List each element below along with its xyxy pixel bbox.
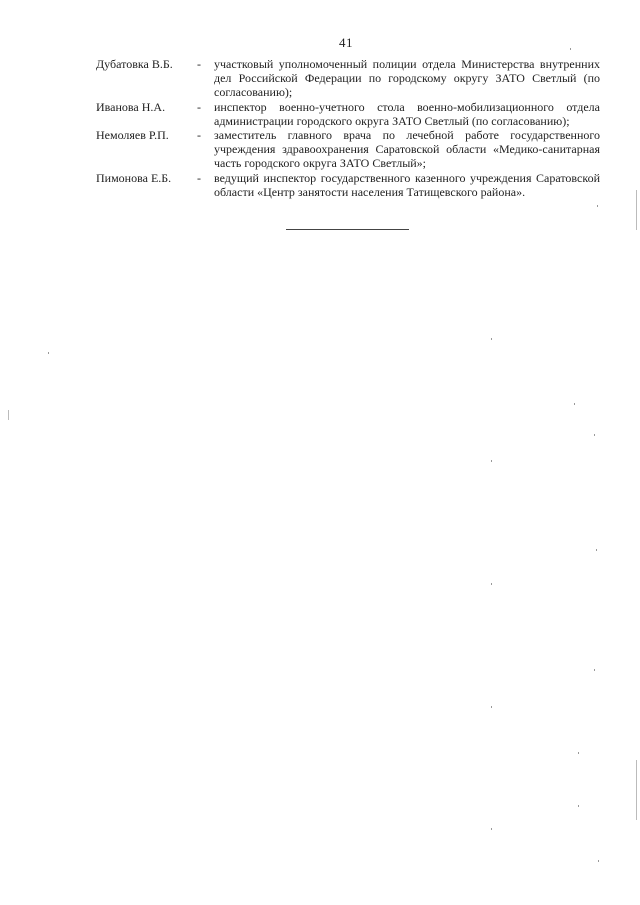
end-divider-line (286, 229, 409, 230)
scan-speck (491, 460, 492, 462)
member-position: заместитель главного врача по лечебной работе государственного учреждения здравоохранения Саратовской области «Медико-санитарная часть городского округа ЗАТО Светлый»; (214, 128, 600, 171)
scan-speck (491, 338, 492, 340)
member-name: Немоляев Р.П. (96, 128, 169, 143)
member-position: инспектор военно-учетного стола военно-мобилизационного отдела администрации городского округа ЗАТО Светлый (по согласованию); (214, 99, 600, 128)
scan-edge-mark (636, 190, 637, 230)
dash-separator: - (197, 57, 201, 71)
scan-speck (578, 805, 579, 807)
scan-speck (491, 706, 492, 708)
dash-separator: - (197, 99, 201, 114)
scan-speck (578, 752, 579, 754)
member-position: ведущий инспектор государственного казенного учреждения Саратовской области «Центр занятости населения Татищевского района». (214, 170, 600, 199)
dash-separator: - (197, 170, 201, 185)
page-number: 41 (339, 35, 353, 50)
scan-speck (597, 205, 598, 207)
list-item (96, 57, 600, 100)
scan-speck (491, 583, 492, 585)
member-name: Пимонова Е.Б. (96, 170, 172, 185)
scan-speck (570, 48, 571, 50)
member-name: Иванова Н.А. (96, 99, 166, 114)
scan-speck (594, 669, 595, 671)
dash-separator: - (197, 128, 201, 143)
list-item (96, 100, 600, 128)
scan-speck (491, 828, 492, 830)
scan-edge-mark (8, 410, 9, 420)
scan-speck (598, 860, 599, 862)
scan-speck (594, 434, 595, 436)
member-position: участковый уполномоченный полиции отдела Министерства внутренних дел Российской Федерации по городскому округу ЗАТО Светлый (по согласованию); (214, 57, 600, 100)
list-item (96, 171, 600, 199)
member-name: Дубатовка В.Б. (96, 57, 173, 71)
scan-speck (574, 403, 575, 405)
member-list (96, 57, 600, 199)
scan-speck (48, 352, 49, 354)
scan-speck (596, 549, 597, 551)
list-item (96, 128, 600, 171)
scan-edge-mark (636, 760, 637, 820)
